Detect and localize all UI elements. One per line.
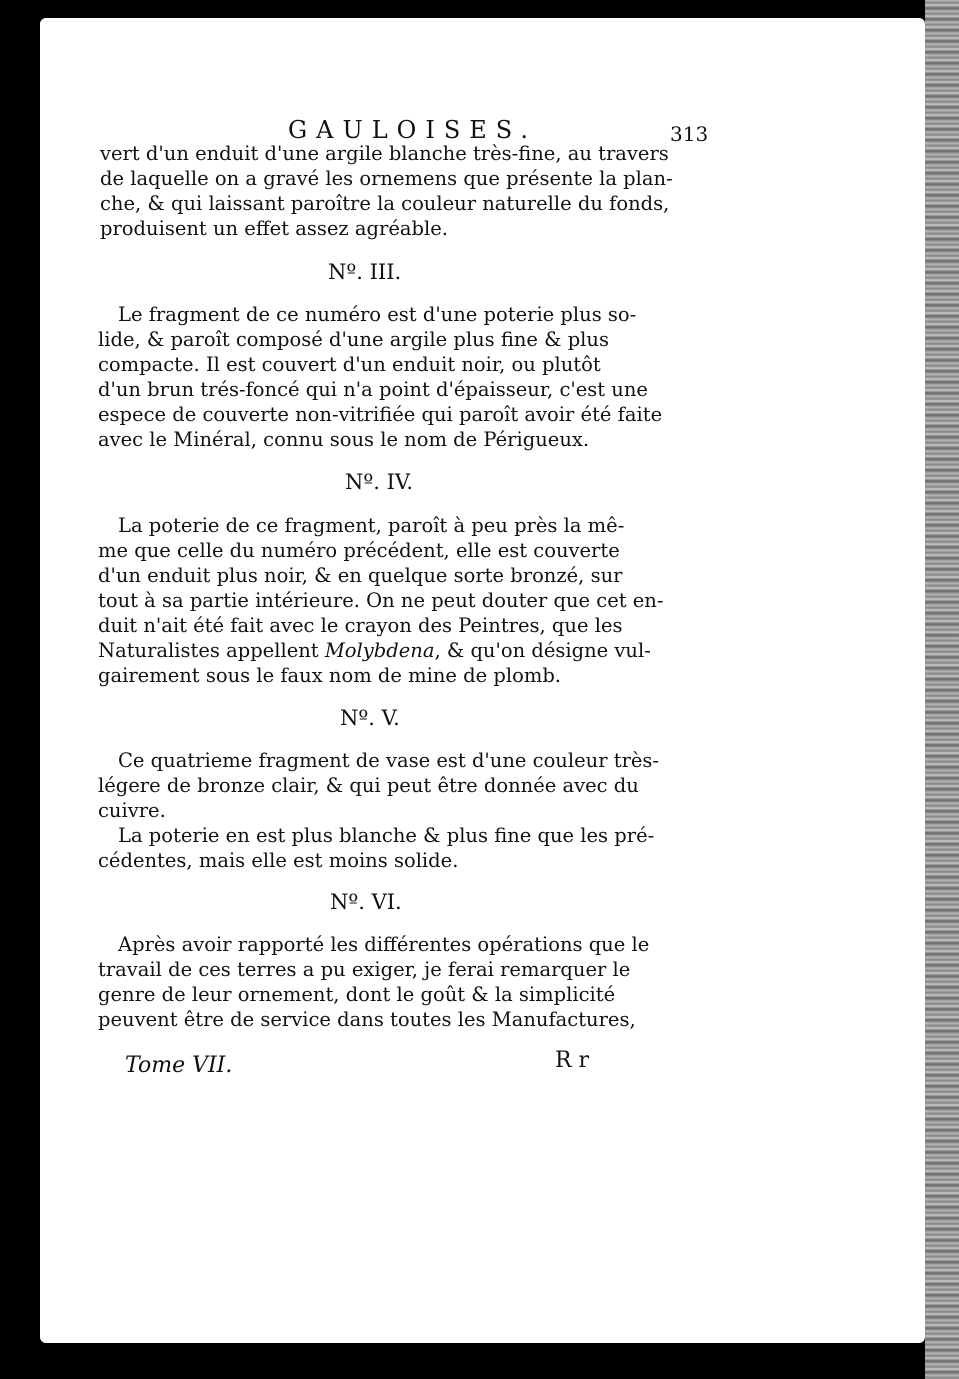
text-line: La poterie en est plus blanche & plus fine que les pré- — [118, 824, 655, 847]
text-line: de laquelle on a gravé les ornemens que présente la plan- — [100, 167, 673, 190]
text-line: La poterie de ce fragment, paroît à peu près la mê- — [118, 514, 625, 537]
text-line: cuivre. — [98, 799, 166, 822]
section-heading: Nº. VI. — [330, 890, 402, 914]
text-line: légere de bronze clair, & qui peut être donnée avec du — [98, 774, 639, 797]
text-line: d'un enduit plus noir, & en quelque sorte bronzé, sur — [98, 564, 623, 587]
text-line: espece de couverte non-vitrifiée qui paroît avoir été faite — [98, 403, 663, 426]
text-line: peuvent être de service dans toutes les Manufactures, — [98, 1008, 636, 1031]
text-line: duit n'ait été fait avec le crayon des Peintres, que les — [98, 614, 623, 637]
page-edge-shadow — [925, 0, 959, 1379]
text-span: , & qu'on désigne vul- — [434, 639, 651, 662]
italic-term: Molybdena — [324, 639, 435, 662]
text-line: tout à sa partie intérieure. On ne peut douter que cet en- — [98, 589, 664, 612]
text-line: Ce quatrieme fragment de vase est d'une couleur très- — [118, 749, 660, 772]
text-line: compacte. Il est couvert d'un enduit noir, ou plutôt — [98, 353, 601, 376]
page-number: 313 — [670, 122, 709, 146]
signature-mark: R r — [555, 1048, 590, 1073]
text-line: travail de ces terres a pu exiger, je ferai remarquer le — [98, 958, 631, 981]
section-heading: Nº. V. — [340, 706, 400, 730]
text-span: Naturalistes appellent — [98, 639, 325, 662]
text-line: avec le Minéral, connu sous le nom de Périgueux. — [98, 428, 590, 451]
text-line: vert d'un enduit d'une argile blanche très-fine, au travers — [100, 142, 669, 165]
running-head: GAULOISES. — [288, 116, 537, 144]
text-line: me que celle du numéro précédent, elle est couverte — [98, 539, 620, 562]
text-line: Après avoir rapporté les différentes opérations que le — [118, 933, 650, 956]
text-line: lide, & paroît composé d'une argile plus fine & plus — [98, 328, 609, 351]
text-line: cédentes, mais elle est moins solide. — [98, 849, 459, 872]
section-heading: Nº. IV. — [345, 470, 414, 494]
text-line: d'un brun trés-foncé qui n'a point d'épaisseur, c'est une — [98, 378, 648, 401]
volume-label: Tome VII. — [125, 1053, 233, 1078]
text-line: Le fragment de ce numéro est d'une poterie plus so- — [118, 303, 637, 326]
text-line: produisent un effet assez agréable. — [100, 217, 448, 240]
book-page — [40, 18, 925, 1343]
text-line: che, & qui laissant paroître la couleur naturelle du fonds, — [100, 192, 670, 215]
text-line: gairement sous le faux nom de mine de plomb. — [98, 664, 562, 687]
text-line — [98, 639, 651, 662]
section-heading: Nº. III. — [328, 260, 402, 284]
text-line: genre de leur ornement, dont le goût & la simplicité — [98, 983, 616, 1006]
